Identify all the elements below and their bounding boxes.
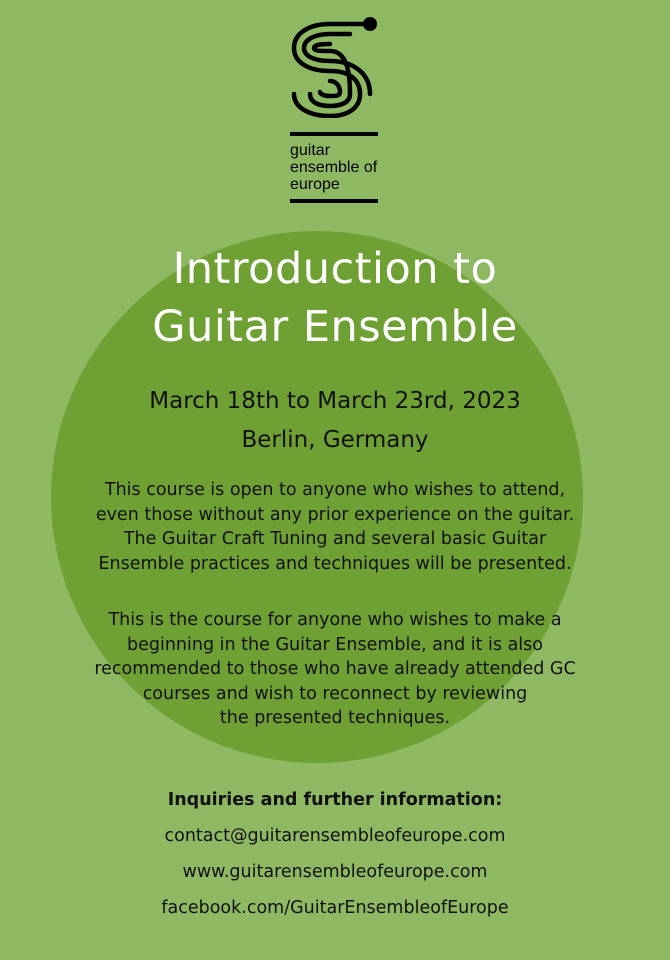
para1-line: The Guitar Craft Tuning and several basic Guitar bbox=[123, 529, 547, 549]
logo bbox=[290, 14, 382, 203]
logo-line-2: ensemble of bbox=[290, 159, 378, 176]
para1-line: Ensemble practices and techniques will be presented. bbox=[98, 553, 572, 574]
para2-line: courses and wish to reconnect by reviewing bbox=[142, 683, 528, 704]
logo-line-1: guitar bbox=[290, 142, 331, 159]
para2-line: This is the course for anyone who wishes to make a bbox=[108, 610, 562, 630]
event-location: Berlin, Germany bbox=[241, 427, 429, 453]
para2-line: beginning in the Guitar Ensemble, and it is also bbox=[127, 634, 543, 655]
description-paragraph-2 bbox=[50, 608, 620, 731]
event-dates: March 18th to March 23rd, 2023 bbox=[149, 388, 521, 414]
logo-mark-icon bbox=[290, 14, 382, 118]
logo-line-3: europe bbox=[290, 176, 340, 193]
facebook-link[interactable]: facebook.com/GuitarEnsembleofEurope bbox=[161, 898, 509, 918]
para1-line: This course is open to anyone who wishes to attend, bbox=[104, 480, 566, 500]
website-link[interactable]: www.guitarensembleofeurope.com bbox=[182, 862, 488, 882]
logo-top-rule bbox=[290, 132, 378, 136]
title-line-2: Guitar Ensemble bbox=[152, 302, 518, 352]
inquiries-heading: Inquiries and further information: bbox=[167, 790, 503, 810]
logo-wordmark bbox=[290, 142, 382, 193]
email-link[interactable]: contact@guitarensembleofeurope.com bbox=[164, 826, 506, 846]
para2-line: recommended to those who have already attended GC bbox=[94, 659, 576, 679]
para2-line: the presented techniques. bbox=[219, 708, 451, 728]
title-line-1: Introduction to bbox=[172, 244, 498, 294]
para1-line: even those without any prior experience on the guitar. bbox=[95, 504, 575, 525]
course-title bbox=[0, 240, 670, 356]
description-paragraph-1 bbox=[50, 478, 620, 576]
logo-bottom-rule bbox=[290, 199, 378, 203]
